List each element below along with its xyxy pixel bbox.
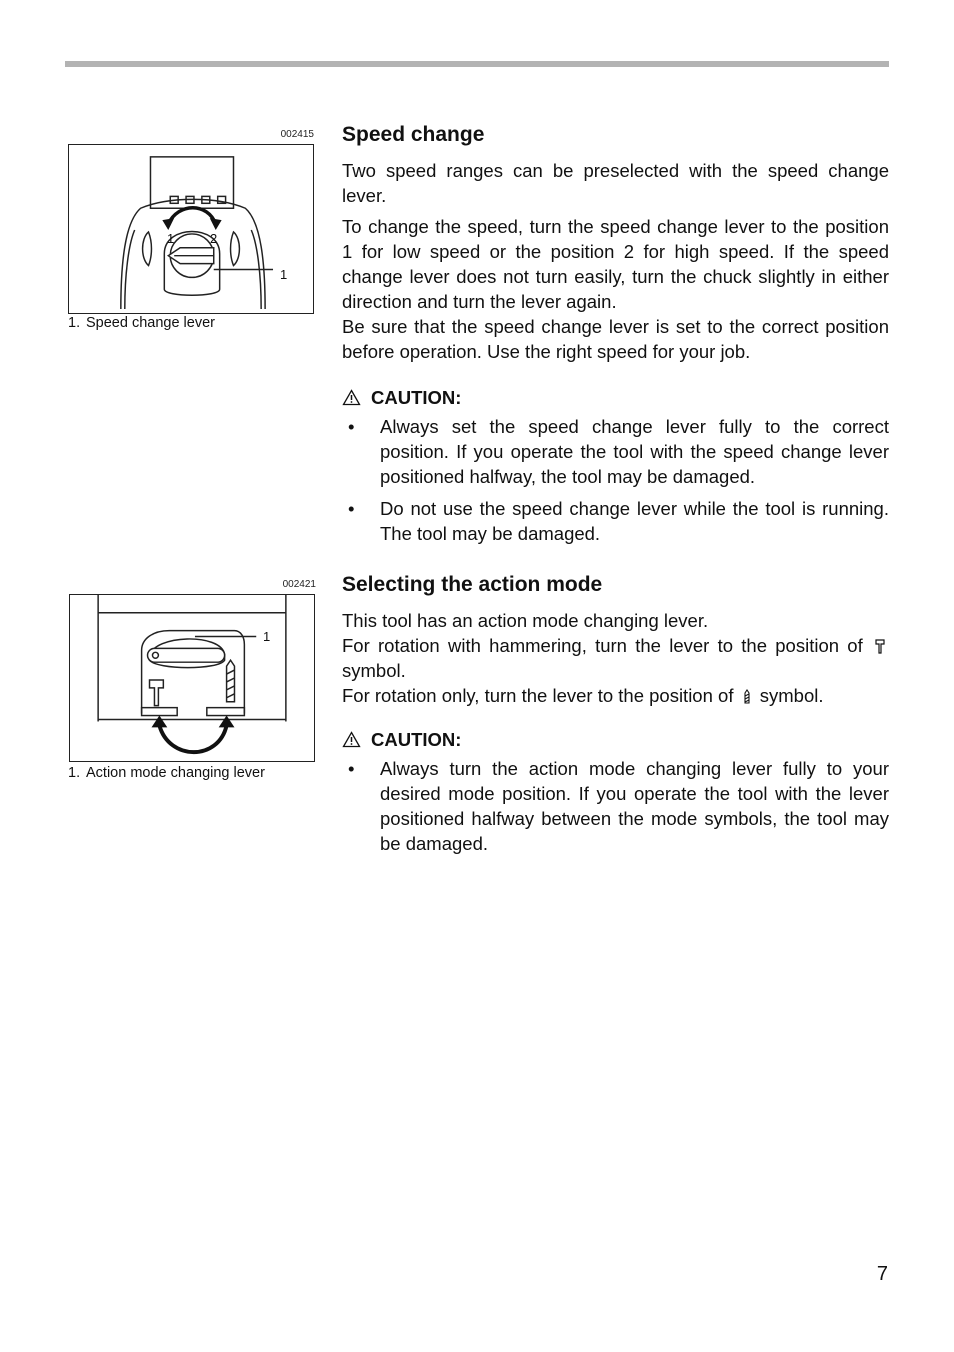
position-high-label: 2 <box>210 231 218 246</box>
list-item <box>342 496 889 546</box>
bullet: • <box>348 416 355 437</box>
caption-number: 1. <box>68 765 81 781</box>
paragraph: Two speed ranges can be preselected with the speed change lever. <box>342 160 889 206</box>
action-mode-section <box>342 572 889 863</box>
callout-number: 1 <box>280 267 288 282</box>
paragraph: This tool has an action mode changing lever. <box>342 610 709 631</box>
caution-list <box>342 414 889 546</box>
caption-text: Speed change lever <box>86 315 215 331</box>
paragraph: Be sure that the speed change lever is set to the correct position before operation. Use the right speed for your job. <box>342 316 889 362</box>
action-mode-figure <box>69 594 315 762</box>
list-item-text: Do not use the speed change lever while the tool is running. The tool may be damaged. <box>380 498 889 544</box>
warning-triangle-icon <box>342 389 361 406</box>
caption-number: 1. <box>68 315 81 331</box>
paragraph <box>342 683 889 708</box>
top-rule <box>65 61 889 67</box>
section-heading: Speed change <box>342 123 485 146</box>
page-number: 7 <box>876 1263 888 1285</box>
list-item <box>342 756 889 856</box>
action-mode-illustration <box>70 595 314 761</box>
caution-label: CAUTION: <box>371 387 462 408</box>
caution-heading <box>342 385 889 410</box>
caption-text: Action mode changing lever <box>86 765 265 781</box>
warning-triangle-icon <box>342 731 361 748</box>
figure-code: 002421 <box>282 579 316 590</box>
list-item <box>342 414 889 489</box>
paragraph-text: For rotation with hammering, turn the lever to the position of <box>342 635 863 656</box>
paragraph-text: symbol. <box>342 660 406 681</box>
section-heading: Selecting the action mode <box>342 573 603 596</box>
speed-change-section <box>342 122 889 553</box>
drill-symbol-icon <box>743 689 751 704</box>
speed-change-figure <box>68 144 314 314</box>
figure-caption <box>68 765 265 781</box>
caution-heading <box>342 727 889 752</box>
paragraph: To change the speed, turn the speed change lever to the position 1 for low speed or the position 2 for high speed. If the speed change lever does not turn easily, turn the chuck slightly in either direction and turn the lever again. <box>342 216 889 312</box>
bullet: • <box>348 498 355 519</box>
paragraph-text: symbol. <box>759 685 824 706</box>
caution-list <box>342 756 889 856</box>
list-item-text: Always turn the action mode changing lever fully to your desired mode position. If you operate the tool with the lever positioned halfway between the mode symbols, the tool may be damaged. <box>380 758 889 854</box>
caution-label: CAUTION: <box>371 729 462 750</box>
paragraph <box>342 633 889 683</box>
figure-code: 002415 <box>280 129 314 140</box>
position-low-label: 1 <box>167 231 175 246</box>
list-item-text: Always set the speed change lever fully to the correct position. If you operate the tool with the speed change lever positioned halfway, the tool may be damaged. <box>380 416 889 487</box>
paragraph-text: For rotation only, turn the lever to the position of <box>342 685 734 706</box>
speed-change-illustration <box>69 145 313 313</box>
bullet: • <box>348 758 355 779</box>
callout-number: 1 <box>263 629 271 644</box>
figure-caption <box>68 315 215 331</box>
hammer-symbol-icon <box>875 639 885 654</box>
